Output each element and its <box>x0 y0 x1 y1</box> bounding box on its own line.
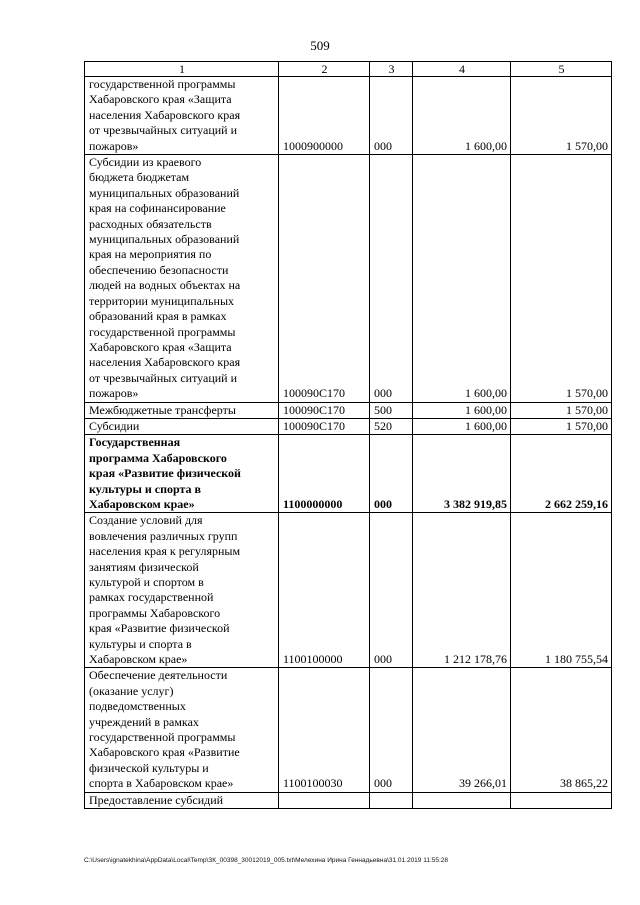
name-line: Субсидии <box>89 418 140 433</box>
name-line: Предоставление субсидий <box>89 792 224 807</box>
name-line: Хабаровского края «Защита <box>89 339 232 354</box>
row-code-cell: 1100100030 <box>279 668 370 792</box>
name-line: пожаров» <box>89 386 139 401</box>
row-plan-cell: 39 266,01 <box>413 668 511 792</box>
file-path-footer: C:\Users\ignatekhina\AppData\Local\Temp\ЗК_00398_30012019_005.txt\Мелехина Ирина Геннадьевна\31.01.2019 11:55:28 <box>84 857 449 864</box>
row-type-cell: 000 <box>370 668 413 792</box>
row-name-cell <box>85 418 279 434</box>
row-name-cell <box>85 668 279 792</box>
row-name-cell <box>85 513 279 668</box>
table-row <box>85 77 612 155</box>
name-line: расходных обязательств <box>89 216 212 231</box>
name-line: Субсидии из краевого <box>89 155 202 170</box>
row-fact-cell: 1 180 755,54 <box>511 513 612 668</box>
row-name-cell <box>85 155 279 403</box>
header-cell-5: 5 <box>511 62 612 77</box>
row-name-cell <box>85 435 279 513</box>
row-code-cell: 100090С170 <box>279 418 370 434</box>
row-plan-cell: 1 212 178,76 <box>413 513 511 668</box>
name-line: Государственная <box>89 435 181 450</box>
name-line: культурой и спортом в <box>89 575 204 589</box>
row-plan-cell: 3 382 919,85 <box>413 435 511 513</box>
row-plan-cell: 1 600,00 <box>413 418 511 434</box>
page-number: 509 <box>310 38 330 53</box>
row-code-cell <box>279 792 370 808</box>
row-fact-cell: 2 662 259,16 <box>511 435 612 513</box>
name-line: спорта в Хабаровском крае» <box>89 776 234 791</box>
row-type-cell: 000 <box>370 77 413 155</box>
table-row <box>85 402 612 418</box>
name-line: муниципальных образований <box>89 185 240 200</box>
name-line: Обеспечение деятельности <box>89 668 228 683</box>
name-line: края «Развитие физической <box>89 466 241 481</box>
name-line: Межбюджетные трансферты <box>89 402 236 417</box>
name-line: вовлечения различных групп <box>89 528 238 543</box>
name-line: муниципальных образований <box>89 232 240 247</box>
name-line: рамках государственной <box>89 590 214 605</box>
row-code-cell: 100090С170 <box>279 155 370 403</box>
name-line: людей на водных объектах на <box>89 278 241 293</box>
name-line: программа Хабаровского <box>89 450 227 465</box>
table-row <box>85 435 612 513</box>
row-plan-cell: 1 600,00 <box>413 77 511 155</box>
name-line: края на мероприятия по <box>89 247 212 262</box>
table-header-row <box>85 62 612 77</box>
table-row <box>85 792 612 808</box>
name-line: бюджета бюджетам <box>89 170 190 185</box>
name-line: Хабаровском крае» <box>89 652 188 667</box>
name-line: государственной программы <box>89 77 236 91</box>
name-line: Хабаровском крае» <box>89 496 195 511</box>
name-line: государственной программы <box>89 324 236 339</box>
header-cell-1: 1 <box>85 62 279 77</box>
name-line: занятиям физической <box>89 559 199 574</box>
name-line: культуры и спорта в <box>89 481 202 496</box>
row-name-cell <box>85 792 279 808</box>
name-line: от чрезвычайных ситуаций и <box>89 123 238 138</box>
row-fact-cell: 1 570,00 <box>511 418 612 434</box>
name-line: от чрезвычайных ситуаций и <box>89 370 238 385</box>
row-type-cell: 000 <box>370 435 413 513</box>
row-plan-cell: 1 600,00 <box>413 402 511 418</box>
table-row <box>85 418 612 434</box>
header-cell-3: 3 <box>370 62 413 77</box>
table-row <box>85 668 612 792</box>
name-line: края «Развитие физической <box>89 621 230 636</box>
name-line: населения края к регулярным <box>89 544 241 559</box>
row-code-cell: 1100100000 <box>279 513 370 668</box>
row-type-cell: 000 <box>370 513 413 668</box>
row-code-cell: 100090С170 <box>279 402 370 418</box>
table-row <box>85 155 612 403</box>
row-plan-cell <box>413 792 511 808</box>
row-fact-cell: 1 570,00 <box>511 155 612 403</box>
name-line: программы Хабаровского <box>89 605 221 620</box>
name-line: Создание условий для <box>89 513 203 528</box>
table-row <box>85 513 612 668</box>
name-line: населения Хабаровского края <box>89 107 241 122</box>
name-line: государственной программы <box>89 730 236 745</box>
name-line: культуры и спорта в <box>89 636 192 651</box>
row-type-cell: 520 <box>370 418 413 434</box>
row-fact-cell: 1 570,00 <box>511 77 612 155</box>
name-line: образований края в рамках <box>89 309 227 324</box>
row-fact-cell: 38 865,22 <box>511 668 612 792</box>
row-type-cell: 500 <box>370 402 413 418</box>
name-line: территории муниципальных <box>89 293 235 308</box>
name-line: учреждений в рамках <box>89 714 199 729</box>
name-line: Хабаровского края «Защита <box>89 92 232 107</box>
row-code-cell: 1000900000 <box>279 77 370 155</box>
name-line: обеспечению безопасности <box>89 262 229 277</box>
row-code-cell: 1100000000 <box>279 435 370 513</box>
header-cell-2: 2 <box>279 62 370 77</box>
row-fact-cell: 1 570,00 <box>511 402 612 418</box>
row-type-cell <box>370 792 413 808</box>
row-name-cell <box>85 402 279 418</box>
name-line: пожаров» <box>89 138 139 153</box>
name-line: Хабаровского края «Развитие <box>89 745 240 760</box>
name-line: физической культуры и <box>89 760 209 775</box>
row-fact-cell <box>511 792 612 808</box>
row-type-cell: 000 <box>370 155 413 403</box>
name-line: (оказание услуг) <box>89 683 174 698</box>
name-line: края на софинансирование <box>89 201 226 216</box>
header-cell-4: 4 <box>413 62 511 77</box>
name-line: населения Хабаровского края <box>89 355 241 370</box>
budget-table <box>84 61 612 809</box>
row-plan-cell: 1 600,00 <box>413 155 511 403</box>
name-line: подведомственных <box>89 699 186 714</box>
row-name-cell <box>85 77 279 155</box>
